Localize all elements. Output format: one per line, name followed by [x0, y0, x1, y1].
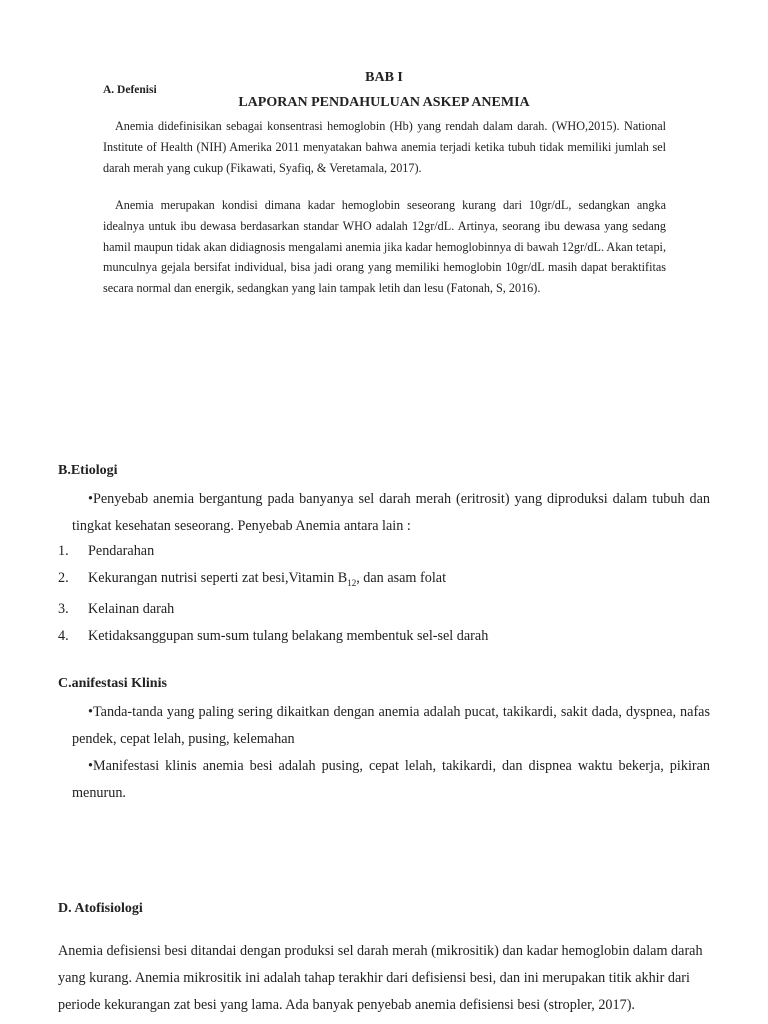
- definition-paragraph-2: Anemia merupakan kondisi dimana kadar hemoglobin seseorang kurang dari 10gr/dL, sedangkan angka idealnya untuk ibu dewasa berdasarkan standar WHO adalah 12gr/dL. Artinya, seorang ibu dewasa yang sedang hamil maupun tidak akan didiagnosis mengalami anemia jika kadar hemoglobinnya di bawah 12gr/dL. Akan tetapi, munculnya gejala bersifat individual, bisa jadi orang yang memiliki hemoglobin 10gr/dL masih dapat beraktifitas secara normal dan energik, sedangkan yang lain tampak letih dan lesu (Fatonah, S, 2016).: [103, 198, 666, 296]
- list-number: 2.: [58, 569, 69, 586]
- list-text-after: , dan asam folat: [356, 569, 447, 586]
- section-c-heading: C.anifestasi Klinis: [58, 676, 167, 691]
- list-text: [88, 565, 446, 597]
- list-number: 1.: [58, 543, 69, 559]
- list-number: 4.: [58, 628, 69, 645]
- list-text-main: Kekurangan nutrisi seperti zat besi,Vitamin B: [88, 569, 348, 586]
- list-text: Ketidaksanggupan sum-sum tulang belakang membentuk sel-sel darah: [88, 628, 489, 645]
- chapter-label: BAB I: [365, 70, 403, 85]
- list-number: 3.: [58, 601, 69, 618]
- section-b-heading: B.Etiologi: [58, 463, 118, 478]
- document-title: LAPORAN PENDAHULUAN ASKEP ANEMIA: [238, 95, 530, 110]
- definition-paragraph-1: Anemia didefinisikan sebagai konsentrasi hemoglobin (Hb) yang rendah dalam darah. (WHO,2015). National Institute of Health (NIH) Amerika 2011 menyatakan bahwa anemia terjadi ketika tubuh tidak memiliki jumlah sel darah merah yang cukup (Fikawati, Syafiq, & Veretamala, 2017).: [103, 119, 666, 175]
- pathophysiology-paragraph: Anemia defisiensi besi ditandai dengan produksi sel darah merah (mikrositik) dan kadar hemoglobin dalam darah yang kurang. Anemia mikrositik ini adalah tahap terakhir dari defisiensi besi, dan ini merupakan titik akhir dari periode kekurangan zat besi yang lama. Ada banyak penyebab anemia defisiensi besi (stropler, 2017).: [58, 943, 703, 1013]
- list-text: Pendarahan: [88, 543, 155, 559]
- clinical-bullet-1: •Tanda-tanda yang paling sering dikaitkan dengan anemia adalah pucat, takikardi, sakit dada, dyspnea, nafas pendek, cepat lelah, pusing, kelemahan: [72, 704, 710, 747]
- etiology-intro: •Penyebab anemia bergantung pada banyanya sel darah merah (eritrosit) yang diproduksi dalam tubuh dan tingkat kesehatan seseorang. Penyebab Anemia antara lain :: [72, 491, 710, 534]
- etiology-list: [58, 538, 698, 650]
- list-text: Kelainan darah: [88, 601, 175, 618]
- list-item: [58, 623, 698, 650]
- clinical-bullet-2: •Manifestasi klinis anemia besi adalah pusing, cepat lelah, takikardi, dan dispnea waktu bekerja, pikiran menurun.: [72, 758, 710, 801]
- list-item: [58, 596, 698, 623]
- list-item: [58, 565, 698, 597]
- list-item: [58, 538, 698, 565]
- section-d-heading: D. Atofisiologi: [58, 901, 143, 916]
- section-a-heading: A. Defenisi: [103, 84, 157, 96]
- subscript: 12: [347, 577, 357, 588]
